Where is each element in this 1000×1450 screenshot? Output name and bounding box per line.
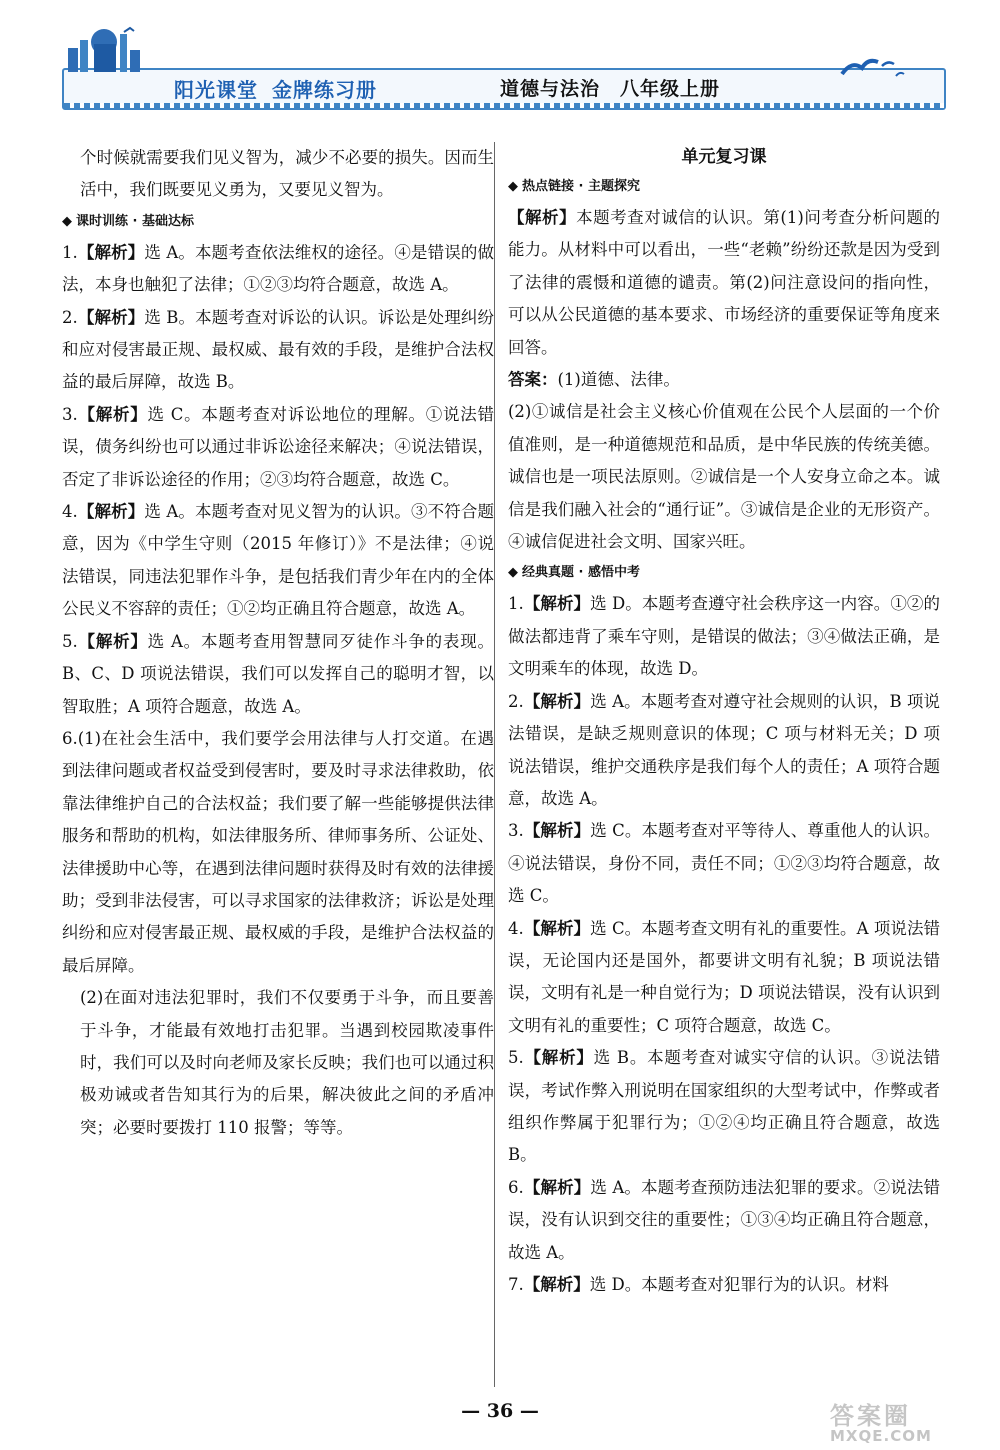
birds-icon [838,52,908,84]
answer-label: 答案： [508,370,558,390]
item-number: 1. [62,242,78,262]
brand-title [174,74,391,103]
answer-item [62,496,494,626]
section-marker-icon: ◆ [62,213,72,229]
item-number: 2. [62,307,78,327]
answer-item [508,686,940,816]
answer-item [62,723,494,982]
item6-part2: (2)在面对违法犯罪时，我们不仅要勇于斗争，而且要善于斗争，才能最有效地打击犯罪。当遇到校园欺凌事件时，我们可以及时向老师及家长反映；我们也可以通过积极劝诫或者告知其行为的后果，解决彼此之间的矛盾冲突；必要时要拨打 110 报警；等等。 [80,988,494,1137]
item-text: 选 C。本题考查文明有礼的重要性。A 项说法错误，无论国内还是国外，都要讲文明有礼貌；B 项说法错误，文明有礼是一种自觉行为；D 项说法错误，没有认识到文明有礼的重要性；C 项符合题意，故选 C。 [508,918,941,1035]
analysis-tag: 【解析】 [77,404,148,424]
answer-part1: (1)道德、法律。 [557,370,680,390]
item-text: 选 D。本题考查对犯罪行为的认识。材料 [589,1275,889,1294]
answer-item [508,1269,940,1301]
unit-review-title: 单元复习课 [681,147,767,167]
section-title: 热点链接 · 主题探究 [522,179,640,194]
section-header-exam [508,558,940,588]
item-text: 选 C。本题考查对诉讼地位的理解。①说法错误，债务纠纷也可以通过非诉讼途径来解决；④说法错误，否定了非诉讼途径的作用；②③均符合题意，故选 C。 [62,404,495,489]
item-text: 选 A。本题考查对见义智为的认识。③不符合题意，因为《中学生守则（2015 年修订）》不是法律；④说法错误，同违法犯罪作斗争，是包括我们青少年在内的全体公民义不容辞的责任；①②均正确且符合题意，故选 A。 [62,502,494,619]
watermark-en: MXQE.COM [830,1427,932,1445]
item-text: 选 A。本题考查依法维权的途径。④是错误的做法，本身也触犯了法律；①②③均符合题意，故选 A。 [62,242,494,295]
analysis-tag: 【解析】 [523,821,591,841]
item-text: 选 A。本题考查预防违法犯罪的要求。②说法错误，没有认识到交往的重要性；①③④均正确且符合题意，故选 A。 [508,1177,940,1262]
analysis-tag: 【解析】 [523,691,591,711]
answer-item [62,626,494,723]
analysis-tag: 【解析】 [77,242,145,262]
answer-item [508,1042,940,1172]
answer-item [508,815,940,912]
analysis-tag: 【解析】 [508,208,577,227]
analysis-paragraph [508,202,940,364]
item-text: 选 A。本题考查对遵守社会规则的认识，B 项说法错误，是缺乏规则意识的体现；C 项与材料无关；D 项说法错误，维护交通秩序是我们每个人的责任；A 项符合题意，故选 A。 [508,691,941,808]
brand-book: 金牌练习册 [272,78,377,102]
intro-text: 个时候就需要我们见义智为，减少不必要的损失。因而生活中，我们既要见义勇为，又要见义智为。 [80,148,494,200]
analysis-tag: 【解析】 [523,918,591,938]
section-marker-icon: ◆ [508,179,518,194]
book-header [62,68,946,110]
item-number: 4. [62,502,78,522]
item-number: 5. [62,631,78,651]
analysis-tag: 【解析】 [523,1048,594,1068]
watermark-cn: 答案圈 [830,1402,911,1430]
answer-item [508,588,940,685]
item-text: 选 B。本题考查对诚实守信的认识。③说法错误，考试作弊入刑说明在国家组织的大型考试中，作弊或者组织作弊属于犯罪行为；①②④均正确且符合题意，故选 B。 [508,1048,940,1165]
item-text: 选 C。本题考查对平等待人、尊重他人的认识。④说法错误，身份不同，责任不同；①②③均符合题意，故选 C。 [508,821,941,906]
section-header-hotspot [508,172,940,202]
answer-item [508,913,940,1043]
right-column [508,142,940,1301]
section-title: 经典真题 · 感悟中考 [522,565,640,581]
grade-name: 八年级上册 [620,78,721,100]
analysis-tag: 【解析】 [77,307,145,327]
brand-series: 阳光课堂 [174,78,258,102]
site-watermark [830,1396,990,1450]
left-column [62,142,494,1144]
item-number: 3. [62,404,78,424]
item-number: 6. [508,1177,524,1197]
answer-item [62,237,494,302]
item-text: 选 D。本题考查遵守社会秩序这一内容。①②的做法都违背了乘车守则，是错误的做法；③④做法正确，是文明乘车的体现，故选 D。 [508,594,940,679]
header-stripe [64,103,944,108]
item-number: 6. [62,728,78,748]
item-number: 1. [508,594,524,614]
answer-item [62,399,494,496]
item-number: 4. [508,918,524,938]
answer-item [62,302,494,399]
item-text: (1)在社会生活中，我们要学会用法律与人打交道。在遇到法律问题或者权益受到侵害时，要及时寻求法律救助，依靠法律维护自己的合法权益；我们要了解一些能够提供法律服务和帮助的机构，如法律服务所、律师事务所、公证处、法律援助中心等，在遇到法律问题时获得及时有效的法律援助；受到非法侵害，可以寻求国家的法律救济；诉讼是处理纠纷和应对侵害最正规、最权威的手段，是维护合法权益的最后屏障。 [62,728,494,975]
answer-item [508,1172,940,1269]
analysis-tag: 【解析】 [523,1275,590,1294]
section-header-practice [62,207,494,237]
subject-name: 道德与法治 [500,78,601,100]
answer-line [508,364,940,396]
analysis-tag: 【解析】 [523,594,591,614]
column-divider [494,142,495,1387]
item-number: 3. [508,821,524,841]
item-number: 5. [508,1048,524,1068]
analysis-tag: 【解析】 [77,502,145,522]
item-text: 选 A。本题考查用智慧同歹徒作斗争的表现。B、C、D 项说法错误，我们可以发挥自己的聪明才智，以智取胜；A 项符合题意，故选 A。 [62,631,494,716]
page-number: — 36 — [461,1400,539,1422]
answer-part2: (2)①诚信是社会主义核心价值观在公民个人层面的一个价值准则，是一种道德规范和品质，是中华民族的传统美德。诚信也是一项民法原则。②诚信是一个人安身立命之本。诚信是我们融入社会的“通行证”。③诚信是企业的无形资产。④诚信促进社会文明、国家兴旺。 [508,402,940,552]
subject-grade [500,74,740,101]
analysis-tag: 【解析】 [77,631,148,651]
section-title: 课时训练 · 基础达标 [76,213,194,229]
section-marker-icon: ◆ [508,565,518,581]
item-text: 选 B。本题考查对诉讼的认识。诉讼是处理纠纷和应对侵害最正规、最权威、最有效的手段，是维护合法权益的最后屏障，故选 B。 [62,307,495,392]
item-number: 7. [508,1275,524,1294]
analysis-tag: 【解析】 [523,1177,591,1197]
analysis-text: 本题考查对诚信的认识。第(1)问考查分析问题的能力。从材料中可以看出，一些“老赖”纷纷还款是因为受到了法律的震慑和道德的谴责。第(2)问注意设问的指向性，可以从公民道德的基本要求、市场经济的重要保证等角度来回答。 [508,208,941,357]
item-number: 2. [508,691,524,711]
city-skyline-icon [64,26,154,74]
